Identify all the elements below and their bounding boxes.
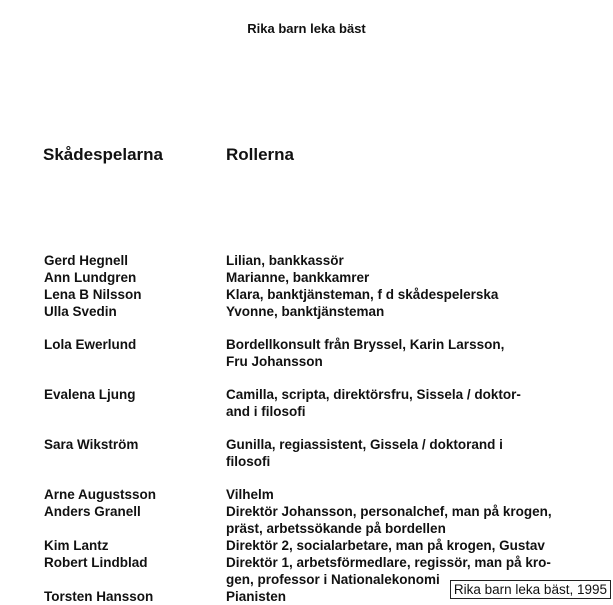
cast-row <box>0 436 613 470</box>
cast-row <box>0 286 613 303</box>
role-line: Klara, banktjänsteman, f d skådespelerska <box>226 287 499 302</box>
role-line: Direktör 2, socialarbetare, man på krogen, Gustav <box>226 538 545 553</box>
role-line: Fru Johansson <box>226 354 323 369</box>
role-description <box>226 269 586 286</box>
actor-name: Torsten Hansson <box>44 589 154 604</box>
role-line: gen, professor i Nationalekonomi <box>226 572 440 587</box>
actor-name: Sara Wikström <box>44 437 139 452</box>
role-line: filosofi <box>226 454 271 469</box>
role-line: and i filosofi <box>226 404 306 419</box>
role-description <box>226 252 586 269</box>
cast-row <box>0 303 613 320</box>
cast-row <box>0 252 613 269</box>
role-line: präst, arbetssökande på bordellen <box>226 521 446 536</box>
caption: Rika barn leka bäst, 1995 <box>450 580 611 599</box>
role-line: Lilian, bankkassör <box>226 253 344 268</box>
cast-row <box>0 503 613 537</box>
cast-list <box>0 252 613 605</box>
role-line: Gunilla, regiassistent, Gissela / doktorand i <box>226 437 503 452</box>
cast-row <box>0 269 613 286</box>
role-description <box>226 303 586 320</box>
role-line: Marianne, bankkamrer <box>226 270 370 285</box>
actor-name: Kim Lantz <box>44 538 109 553</box>
actors-heading: Skådespelarna <box>43 145 164 164</box>
role-line: Camilla, scripta, direktörsfru, Sissela / doktor- <box>226 387 521 402</box>
actor-name: Lola Ewerlund <box>44 337 137 352</box>
role-description <box>226 286 586 303</box>
actor-name: Arne Augustsson <box>44 487 157 502</box>
role-description <box>226 336 586 370</box>
role-description <box>226 537 586 554</box>
role-description <box>226 486 586 503</box>
cast-row <box>0 336 613 370</box>
role-line: Pianisten <box>226 589 287 604</box>
actor-name: Gerd Hegnell <box>44 253 129 268</box>
page-title: Rika barn leka bäst <box>247 21 366 36</box>
role-description <box>226 386 586 420</box>
role-description <box>226 503 586 537</box>
role-line: Vilhelm <box>226 487 274 502</box>
role-line: Direktör Johansson, personalchef, man på krogen, <box>226 504 552 519</box>
actor-name: Ulla Svedin <box>44 304 117 319</box>
actor-name: Evalena Ljung <box>44 387 136 402</box>
roles-heading: Rollerna <box>226 145 295 164</box>
actor-name: Ann Lundgren <box>44 270 137 285</box>
actor-name: Robert Lindblad <box>44 555 148 570</box>
actor-name: Lena B Nilsson <box>44 287 142 302</box>
cast-row <box>0 386 613 420</box>
role-description <box>226 436 586 470</box>
cast-row <box>0 537 613 554</box>
role-line: Direktör 1, arbetsförmedlare, regissör, man på kro- <box>226 555 551 570</box>
role-line: Yvonne, banktjänsteman <box>226 304 385 319</box>
role-line: Bordellkonsult från Bryssel, Karin Larsson, <box>226 337 505 352</box>
actor-name: Anders Granell <box>44 504 141 519</box>
cast-row <box>0 486 613 503</box>
